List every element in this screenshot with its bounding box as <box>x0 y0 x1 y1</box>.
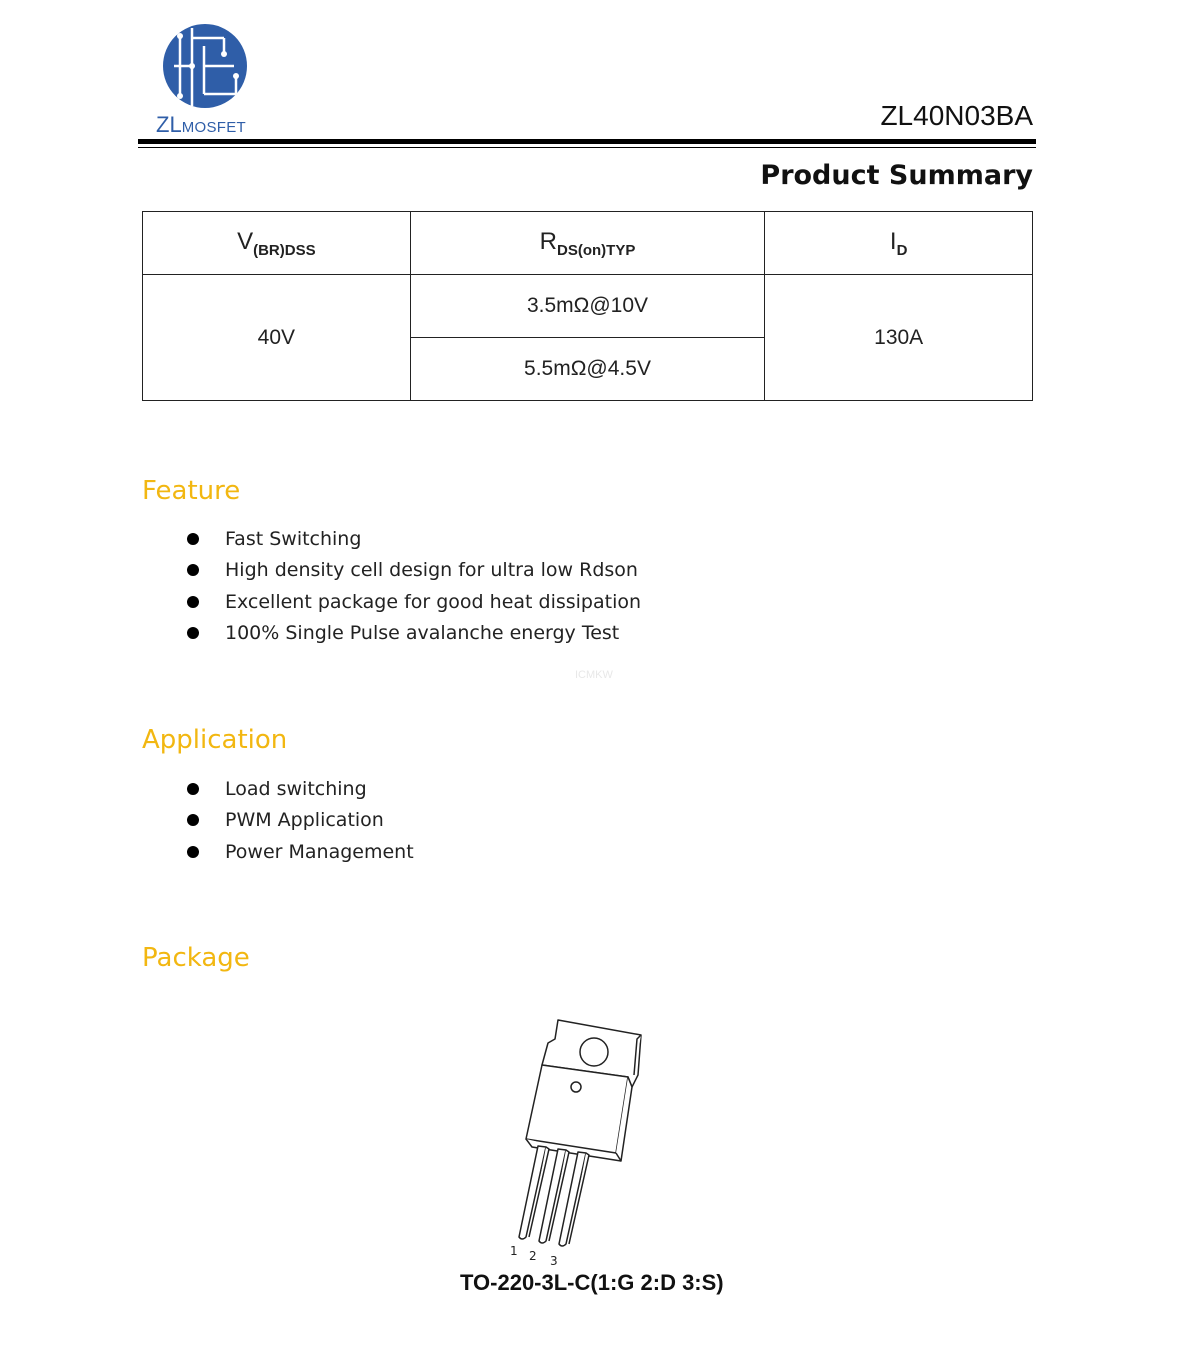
feature-item-text: High density cell design for ultra low Rdson <box>225 559 638 582</box>
bullet-icon <box>187 596 199 608</box>
feature-item-text: 100% Single Pulse avalanche energy Test <box>225 621 620 644</box>
list-item <box>185 525 641 556</box>
header-rdson-subscript: DS(on)TYP <box>557 241 636 259</box>
vbrdss-value: 40V <box>143 275 411 401</box>
feature-heading: Feature <box>142 476 241 506</box>
id-value: 130A <box>765 275 1033 401</box>
logo-zl-text: ZL <box>156 112 182 137</box>
list-item <box>185 775 414 806</box>
application-list <box>185 775 414 869</box>
header-vbrdss <box>143 212 411 275</box>
application-item-text: PWM Application <box>225 809 384 832</box>
to220-package-icon <box>500 1015 680 1270</box>
application-item-text: Power Management <box>225 840 414 863</box>
bullet-icon <box>187 564 199 576</box>
table-row <box>143 275 1033 338</box>
feature-item-text: Fast Switching <box>225 528 362 550</box>
header-rule-thick <box>138 139 1036 144</box>
logo-emblem-icon <box>160 24 260 110</box>
pin-2-label: 2 <box>529 1249 537 1263</box>
header-vbrdss-symbol: V <box>237 227 254 255</box>
list-item <box>185 588 641 619</box>
package-heading: Package <box>142 943 250 973</box>
list-item <box>185 838 414 869</box>
product-summary-title: Product Summary <box>760 160 1033 191</box>
bullet-icon <box>187 783 199 795</box>
list-item <box>185 619 641 650</box>
rds-value-4-5v: 5.5mΩ@4.5V <box>410 338 765 401</box>
logo-wordmark <box>156 112 246 138</box>
bullet-icon <box>187 627 199 639</box>
header-id <box>765 212 1033 275</box>
header-rule-thin <box>138 147 1036 148</box>
header-id-symbol: I <box>889 227 897 255</box>
table-header-row <box>143 212 1033 275</box>
bullet-icon <box>187 814 199 826</box>
bullet-icon <box>187 846 199 858</box>
watermark-text: ICMKW <box>575 669 613 681</box>
feature-item-text: Excellent package for good heat dissipation <box>225 590 642 613</box>
logo-mosfet-text: MOSFET <box>181 119 246 136</box>
header-id-subscript: D <box>896 241 908 259</box>
part-number: ZL40N03BA <box>880 100 1033 131</box>
rds-value-10v: 3.5mΩ@10V <box>410 275 765 338</box>
header-vbrdss-subscript: (BR)DSS <box>253 241 316 259</box>
pin-3-label: 3 <box>550 1254 558 1268</box>
list-item <box>185 806 414 837</box>
product-summary-table <box>142 211 1033 401</box>
feature-list <box>185 525 641 650</box>
pin-1-label: 1 <box>510 1244 518 1258</box>
list-item <box>185 556 641 587</box>
application-heading: Application <box>142 725 288 755</box>
header-rdson <box>410 212 765 275</box>
package-caption: TO-220-3L-C(1:G 2:D 3:S) <box>460 1270 724 1295</box>
header-rdson-symbol: R <box>539 227 558 255</box>
application-item-text: Load switching <box>225 778 367 800</box>
bullet-icon <box>187 533 199 545</box>
company-logo <box>150 24 270 139</box>
